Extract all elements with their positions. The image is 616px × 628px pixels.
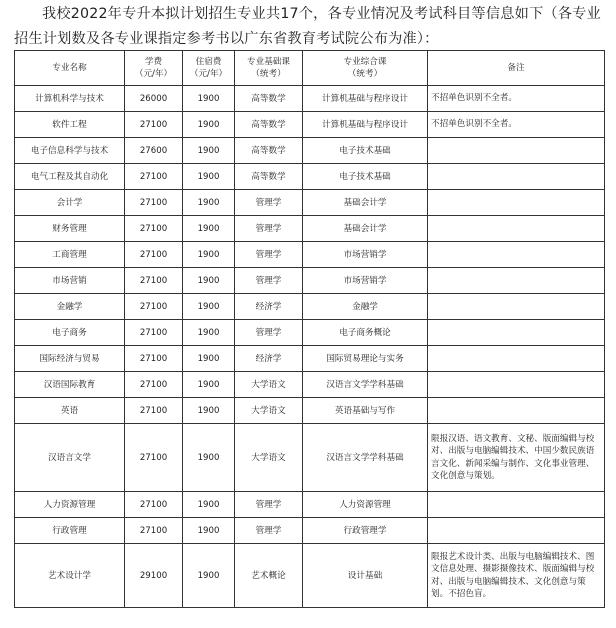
cell-basic-exam: 管理学 — [235, 492, 303, 518]
cell-remark — [428, 518, 605, 544]
cell-lodging: 1900 — [183, 372, 235, 398]
cell-remark — [428, 216, 605, 242]
cell-basic-exam: 高等数学 — [235, 138, 303, 164]
cell-lodging: 1900 — [183, 242, 235, 268]
cell-major: 市场营销 — [15, 268, 125, 294]
cell-basic-exam: 艺术概论 — [235, 544, 303, 608]
cell-tuition: 27100 — [125, 112, 183, 138]
cell-major: 汉语国际教育 — [15, 372, 125, 398]
cell-combined-exam: 基础会计学 — [303, 216, 428, 242]
cell-lodging: 1900 — [183, 320, 235, 346]
cell-major: 电子商务 — [15, 320, 125, 346]
cell-tuition: 27100 — [125, 398, 183, 424]
table-row — [15, 398, 605, 424]
table-row — [15, 372, 605, 398]
cell-tuition: 27100 — [125, 216, 183, 242]
cell-major: 人力资源管理 — [15, 492, 125, 518]
cell-tuition: 27100 — [125, 346, 183, 372]
header-remark: 备注 — [428, 51, 605, 86]
cell-lodging: 1900 — [183, 492, 235, 518]
cell-combined-exam: 汉语言文学学科基础 — [303, 424, 428, 492]
cell-major: 电气工程及其自动化 — [15, 164, 125, 190]
cell-tuition: 27100 — [125, 372, 183, 398]
header-lodging: 住宿费 （元/年） — [183, 51, 235, 86]
cell-basic-exam: 大学语文 — [235, 398, 303, 424]
table-row — [15, 320, 605, 346]
cell-combined-exam: 基础会计学 — [303, 190, 428, 216]
cell-major: 软件工程 — [15, 112, 125, 138]
cell-remark — [428, 268, 605, 294]
table-row — [15, 294, 605, 320]
cell-basic-exam: 管理学 — [235, 216, 303, 242]
majors-table — [14, 50, 605, 608]
cell-lodging: 1900 — [183, 268, 235, 294]
cell-combined-exam: 计算机基础与程序设计 — [303, 86, 428, 112]
cell-major: 国际经济与贸易 — [15, 346, 125, 372]
table-row — [15, 268, 605, 294]
cell-major: 艺术设计学 — [15, 544, 125, 608]
cell-major: 行政管理 — [15, 518, 125, 544]
cell-major: 计算机科学与技术 — [15, 86, 125, 112]
cell-lodging: 1900 — [183, 138, 235, 164]
cell-combined-exam: 电子技术基础 — [303, 164, 428, 190]
table-row — [15, 190, 605, 216]
cell-remark: 限报艺术设计类、出版与电脑编辑技术、图文信息处理、摄影摄像技术、版面编辑与校对、出版与电脑编辑技术、文化创意与策划。不招色盲。 — [428, 544, 605, 608]
cell-lodging: 1900 — [183, 424, 235, 492]
cell-lodging: 1900 — [183, 164, 235, 190]
cell-tuition: 29100 — [125, 544, 183, 608]
cell-combined-exam: 电子商务概论 — [303, 320, 428, 346]
cell-lodging: 1900 — [183, 518, 235, 544]
cell-tuition: 27100 — [125, 492, 183, 518]
table-row — [15, 346, 605, 372]
cell-combined-exam: 英语基础与写作 — [303, 398, 428, 424]
cell-remark — [428, 320, 605, 346]
table-header-row — [15, 51, 605, 86]
cell-basic-exam: 大学语文 — [235, 424, 303, 492]
table-row — [15, 216, 605, 242]
cell-lodging: 1900 — [183, 86, 235, 112]
header-basic-exam: 专业基础课 （统考） — [235, 51, 303, 86]
cell-tuition: 26000 — [125, 86, 183, 112]
table-row — [15, 518, 605, 544]
cell-combined-exam: 电子技术基础 — [303, 138, 428, 164]
cell-lodging: 1900 — [183, 112, 235, 138]
cell-basic-exam: 管理学 — [235, 242, 303, 268]
header-major: 专业名称 — [15, 51, 125, 86]
cell-major: 金融学 — [15, 294, 125, 320]
cell-major: 英语 — [15, 398, 125, 424]
table-row — [15, 138, 605, 164]
cell-basic-exam: 大学语文 — [235, 372, 303, 398]
cell-basic-exam: 经济学 — [235, 346, 303, 372]
cell-tuition: 27100 — [125, 164, 183, 190]
table-row — [15, 492, 605, 518]
cell-combined-exam: 计算机基础与程序设计 — [303, 112, 428, 138]
cell-remark — [428, 164, 605, 190]
cell-combined-exam: 汉语言文学学科基础 — [303, 372, 428, 398]
cell-combined-exam: 金融学 — [303, 294, 428, 320]
table-row — [15, 86, 605, 112]
cell-tuition: 27100 — [125, 242, 183, 268]
cell-major: 电子信息科学与技术 — [15, 138, 125, 164]
cell-remark — [428, 190, 605, 216]
cell-remark: 限报汉语、语文教育、文秘、版面编辑与校对、出版与电脑编辑技术、中国少数民族语言文化、新闻采编与制作、文化事业管理、文化创意与策划。 — [428, 424, 605, 492]
cell-remark — [428, 492, 605, 518]
cell-remark — [428, 138, 605, 164]
header-combined-exam: 专业综合课 （统考） — [303, 51, 428, 86]
cell-remark — [428, 398, 605, 424]
cell-combined-exam: 市场营销学 — [303, 268, 428, 294]
cell-major: 会计学 — [15, 190, 125, 216]
cell-combined-exam: 国际贸易理论与实务 — [303, 346, 428, 372]
cell-tuition: 27100 — [125, 268, 183, 294]
cell-tuition: 27100 — [125, 424, 183, 492]
table-row — [15, 242, 605, 268]
cell-tuition: 27100 — [125, 518, 183, 544]
table-row — [15, 164, 605, 190]
cell-remark: 不招单色识别不全者。 — [428, 112, 605, 138]
cell-basic-exam: 管理学 — [235, 518, 303, 544]
cell-remark — [428, 346, 605, 372]
cell-basic-exam: 管理学 — [235, 268, 303, 294]
cell-basic-exam: 高等数学 — [235, 164, 303, 190]
cell-lodging: 1900 — [183, 190, 235, 216]
cell-remark — [428, 294, 605, 320]
cell-combined-exam: 行政管理学 — [303, 518, 428, 544]
cell-tuition: 27100 — [125, 190, 183, 216]
cell-remark — [428, 372, 605, 398]
cell-lodging: 1900 — [183, 216, 235, 242]
cell-major: 财务管理 — [15, 216, 125, 242]
cell-lodging: 1900 — [183, 398, 235, 424]
cell-basic-exam: 管理学 — [235, 320, 303, 346]
table-row — [15, 544, 605, 608]
cell-lodging: 1900 — [183, 294, 235, 320]
cell-basic-exam: 高等数学 — [235, 112, 303, 138]
cell-major: 汉语言文学 — [15, 424, 125, 492]
cell-remark: 不招单色识别不全者。 — [428, 86, 605, 112]
cell-major: 工商管理 — [15, 242, 125, 268]
cell-combined-exam: 市场营销学 — [303, 242, 428, 268]
cell-combined-exam: 人力资源管理 — [303, 492, 428, 518]
header-tuition: 学费 （元/年） — [125, 51, 183, 86]
cell-combined-exam: 设计基础 — [303, 544, 428, 608]
cell-basic-exam: 经济学 — [235, 294, 303, 320]
cell-lodging: 1900 — [183, 544, 235, 608]
cell-remark — [428, 242, 605, 268]
cell-tuition: 27100 — [125, 294, 183, 320]
cell-lodging: 1900 — [183, 346, 235, 372]
cell-tuition: 27100 — [125, 320, 183, 346]
intro-paragraph: 我校2022年专升本拟计划招生专业共17个，各专业情况及考试科目等信息如下（各专业招生计划数及各专业课指定参考书以广东省教育考试院公布为准）： — [14, 6, 601, 47]
cell-basic-exam: 管理学 — [235, 190, 303, 216]
table-row — [15, 424, 605, 492]
table-row — [15, 112, 605, 138]
cell-basic-exam: 高等数学 — [235, 86, 303, 112]
cell-tuition: 27600 — [125, 138, 183, 164]
